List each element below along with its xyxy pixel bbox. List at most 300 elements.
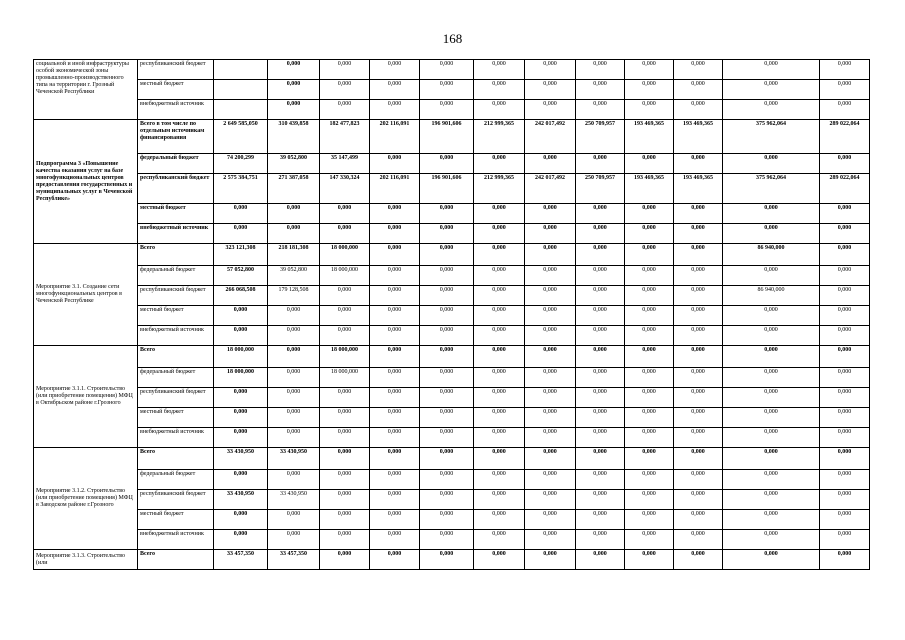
activity-name: Мероприятие 3.1.3. Строительство (или: [34, 550, 138, 570]
amount-cell: 0,000: [420, 286, 474, 306]
amount-cell: 0,000: [474, 306, 525, 326]
amount-cell: 0,000: [723, 428, 820, 448]
amount-cell: 0,000: [625, 368, 674, 388]
amount-cell: 0,000: [674, 550, 723, 570]
amount-cell: 147 330,324: [320, 174, 370, 204]
amount-cell: 18 000,000: [214, 368, 268, 388]
table-row: [34, 368, 870, 388]
amount-cell: 0,000: [820, 408, 870, 428]
amount-cell: 0,000: [576, 388, 625, 408]
amount-cell: 0,000: [320, 490, 370, 510]
amount-cell: 0,000: [576, 510, 625, 530]
amount-cell: 0,000: [420, 224, 474, 244]
amount-cell: 18 000,000: [320, 244, 370, 266]
amount-cell: 0,000: [525, 408, 576, 428]
amount-cell: 0,000: [820, 510, 870, 530]
table-row: [34, 448, 870, 470]
activity-name: Мероприятие 3.1.2. Строительство (или приобретение помещения) МФЦ в Заводском районе г.Грозного: [34, 448, 138, 550]
amount-cell: 0,000: [576, 204, 625, 224]
amount-cell: 86 940,000: [723, 244, 820, 266]
amount-cell: 0,000: [674, 60, 723, 80]
amount-cell: 0,000: [370, 306, 420, 326]
amount-cell: 0,000: [820, 448, 870, 470]
amount-cell: 18 000,000: [320, 368, 370, 388]
amount-cell: 0,000: [320, 448, 370, 470]
amount-cell: 218 181,308: [268, 244, 320, 266]
amount-cell: 0,000: [674, 490, 723, 510]
amount-cell: 0,000: [320, 428, 370, 448]
amount-cell: 33 430,950: [214, 448, 268, 470]
amount-cell: 0,000: [420, 204, 474, 224]
amount-cell: 0,000: [625, 388, 674, 408]
amount-cell: 18 000,000: [214, 346, 268, 368]
table-row: [34, 286, 870, 306]
amount-cell: 0,000: [474, 470, 525, 490]
amount-cell: 0,000: [214, 388, 268, 408]
amount-cell: 0,000: [674, 244, 723, 266]
amount-cell: 0,000: [723, 408, 820, 428]
amount-cell: 0,000: [723, 550, 820, 570]
amount-cell: 57 052,800: [214, 266, 268, 286]
amount-cell: 0,000: [625, 306, 674, 326]
amount-cell: 0,000: [576, 80, 625, 100]
table-row: [34, 100, 870, 120]
amount-cell: 0,000: [370, 266, 420, 286]
amount-cell: 196 901,606: [420, 120, 474, 154]
funding-source: внебюджетный источник: [138, 428, 214, 448]
amount-cell: 0,000: [674, 388, 723, 408]
amount-cell: 0,000: [370, 224, 420, 244]
amount-cell: 18 000,000: [320, 346, 370, 368]
amount-cell: 0,000: [320, 286, 370, 306]
amount-cell: 0,000: [474, 550, 525, 570]
amount-cell: 0,000: [674, 224, 723, 244]
amount-cell: 0,000: [525, 448, 576, 470]
amount-cell: 0,000: [723, 388, 820, 408]
amount-cell: [214, 60, 268, 80]
amount-cell: 0,000: [674, 428, 723, 448]
amount-cell: 0,000: [268, 204, 320, 224]
amount-cell: 0,000: [214, 530, 268, 550]
funding-source: Всего: [138, 550, 214, 570]
amount-cell: 0,000: [576, 100, 625, 120]
amount-cell: 0,000: [525, 368, 576, 388]
table-row: [34, 490, 870, 510]
amount-cell: 0,000: [320, 510, 370, 530]
amount-cell: 0,000: [525, 60, 576, 80]
amount-cell: 0,000: [268, 306, 320, 326]
amount-cell: 0,000: [370, 428, 420, 448]
amount-cell: 0,000: [576, 60, 625, 80]
amount-cell: 0,000: [474, 346, 525, 368]
amount-cell: 0,000: [214, 470, 268, 490]
amount-cell: 0,000: [268, 346, 320, 368]
amount-cell: 0,000: [320, 224, 370, 244]
amount-cell: 0,000: [268, 470, 320, 490]
amount-cell: 0,000: [370, 204, 420, 224]
amount-cell: 182 477,823: [320, 120, 370, 154]
amount-cell: 0,000: [674, 346, 723, 368]
amount-cell: 0,000: [723, 470, 820, 490]
amount-cell: 0,000: [525, 470, 576, 490]
amount-cell: 0,000: [820, 490, 870, 510]
amount-cell: 0,000: [268, 408, 320, 428]
amount-cell: 0,000: [525, 286, 576, 306]
amount-cell: 0,000: [723, 100, 820, 120]
amount-cell: [214, 80, 268, 100]
amount-cell: 0,000: [474, 244, 525, 266]
amount-cell: 0,000: [674, 100, 723, 120]
amount-cell: 242 017,492: [525, 174, 576, 204]
amount-cell: 0,000: [625, 510, 674, 530]
amount-cell: 0,000: [674, 286, 723, 306]
funding-source: Всего в том числе по отдельным источникам финансирования: [138, 120, 214, 154]
amount-cell: 0,000: [576, 346, 625, 368]
amount-cell: 0,000: [370, 490, 420, 510]
amount-cell: 2 649 585,050: [214, 120, 268, 154]
amount-cell: 0,000: [370, 60, 420, 80]
amount-cell: 0,000: [474, 368, 525, 388]
amount-cell: 0,000: [525, 388, 576, 408]
amount-cell: 0,000: [625, 204, 674, 224]
amount-cell: 0,000: [723, 510, 820, 530]
amount-cell: 0,000: [625, 448, 674, 470]
activity-name: Мероприятие 3.1.1. Строительство (или приобретение помещения) МФЦ в Октябрьском районе г.Грозного: [34, 346, 138, 448]
table-row: [34, 530, 870, 550]
amount-cell: 0,000: [625, 80, 674, 100]
amount-cell: 0,000: [474, 448, 525, 470]
amount-cell: 0,000: [420, 154, 474, 174]
amount-cell: 33 430,950: [268, 490, 320, 510]
amount-cell: 0,000: [370, 448, 420, 470]
amount-cell: 0,000: [320, 80, 370, 100]
activity-name: Подпрограмма 3 «Повышение качества оказания услуг на базе многофункциональных центров предоставления государственных и муниципальных услуг в Чеченской Республике»: [34, 120, 138, 244]
amount-cell: 0,000: [674, 266, 723, 286]
amount-cell: 0,000: [576, 408, 625, 428]
amount-cell: 0,000: [576, 550, 625, 570]
amount-cell: 0,000: [420, 60, 474, 80]
amount-cell: 289 022,064: [820, 174, 870, 204]
amount-cell: 0,000: [214, 326, 268, 346]
page-number: 168: [442, 31, 463, 46]
amount-cell: 0,000: [370, 510, 420, 530]
funding-source: федеральный бюджет: [138, 470, 214, 490]
amount-cell: 0,000: [525, 224, 576, 244]
amount-cell: 33 430,950: [268, 448, 320, 470]
amount-cell: 0,000: [576, 266, 625, 286]
amount-cell: 0,000: [674, 154, 723, 174]
amount-cell: 375 962,064: [723, 174, 820, 204]
activity-name: Мероприятие 3.1. Создание сети многофункциональных центров в Чеченской Республике: [34, 244, 138, 346]
amount-cell: 0,000: [820, 346, 870, 368]
amount-cell: 202 116,091: [370, 120, 420, 154]
table-row: [34, 204, 870, 224]
amount-cell: 0,000: [268, 510, 320, 530]
funding-source: местный бюджет: [138, 204, 214, 224]
amount-cell: 0,000: [674, 204, 723, 224]
amount-cell: 0,000: [525, 530, 576, 550]
amount-cell: 0,000: [820, 550, 870, 570]
amount-cell: 0,000: [525, 80, 576, 100]
amount-cell: 0,000: [674, 408, 723, 428]
amount-cell: 0,000: [820, 530, 870, 550]
amount-cell: 0,000: [370, 100, 420, 120]
funding-source: федеральный бюджет: [138, 266, 214, 286]
amount-cell: 266 068,508: [214, 286, 268, 306]
amount-cell: 0,000: [214, 204, 268, 224]
amount-cell: 0,000: [723, 306, 820, 326]
amount-cell: 0,000: [420, 490, 474, 510]
amount-cell: 0,000: [820, 470, 870, 490]
amount-cell: 0,000: [320, 60, 370, 80]
amount-cell: 0,000: [370, 80, 420, 100]
amount-cell: 0,000: [268, 100, 320, 120]
amount-cell: 375 962,064: [723, 120, 820, 154]
table-row: [34, 244, 870, 266]
amount-cell: 0,000: [625, 286, 674, 306]
amount-cell: 0,000: [625, 100, 674, 120]
amount-cell: 0,000: [625, 266, 674, 286]
amount-cell: 86 940,000: [723, 286, 820, 306]
amount-cell: 0,000: [370, 244, 420, 266]
amount-cell: 0,000: [268, 530, 320, 550]
amount-cell: 0,000: [525, 326, 576, 346]
amount-cell: 0,000: [625, 224, 674, 244]
amount-cell: 0,000: [214, 408, 268, 428]
amount-cell: 0,000: [525, 100, 576, 120]
amount-cell: 0,000: [268, 368, 320, 388]
funding-source: республиканский бюджет: [138, 174, 214, 204]
amount-cell: 0,000: [723, 266, 820, 286]
amount-cell: 0,000: [576, 530, 625, 550]
funding-source: республиканский бюджет: [138, 388, 214, 408]
table-row: [34, 550, 870, 570]
amount-cell: 0,000: [268, 224, 320, 244]
amount-cell: 0,000: [820, 80, 870, 100]
amount-cell: 0,000: [370, 326, 420, 346]
amount-cell: 0,000: [370, 470, 420, 490]
amount-cell: 0,000: [576, 448, 625, 470]
amount-cell: 0,000: [268, 326, 320, 346]
amount-cell: 0,000: [420, 550, 474, 570]
amount-cell: 0,000: [474, 428, 525, 448]
amount-cell: 193 469,365: [625, 120, 674, 154]
amount-cell: 0,000: [474, 530, 525, 550]
table-row: [34, 174, 870, 204]
funding-source: местный бюджет: [138, 510, 214, 530]
amount-cell: 0,000: [820, 154, 870, 174]
amount-cell: 0,000: [214, 510, 268, 530]
amount-cell: 0,000: [723, 368, 820, 388]
amount-cell: 0,000: [674, 448, 723, 470]
amount-cell: 0,000: [525, 266, 576, 286]
amount-cell: 310 439,858: [268, 120, 320, 154]
amount-cell: 0,000: [820, 326, 870, 346]
amount-cell: 0,000: [625, 408, 674, 428]
amount-cell: 0,000: [820, 204, 870, 224]
amount-cell: 0,000: [474, 490, 525, 510]
amount-cell: 0,000: [625, 550, 674, 570]
amount-cell: 0,000: [723, 204, 820, 224]
amount-cell: 0,000: [625, 154, 674, 174]
budget-table: [33, 59, 870, 570]
amount-cell: 0,000: [576, 154, 625, 174]
amount-cell: 0,000: [525, 490, 576, 510]
amount-cell: 193 469,365: [674, 120, 723, 154]
amount-cell: 35 147,499: [320, 154, 370, 174]
amount-cell: 39 052,800: [268, 154, 320, 174]
funding-source: республиканский бюджет: [138, 286, 214, 306]
amount-cell: 0,000: [320, 408, 370, 428]
amount-cell: 0,000: [420, 368, 474, 388]
amount-cell: 0,000: [420, 510, 474, 530]
amount-cell: 0,000: [370, 408, 420, 428]
amount-cell: 0,000: [268, 60, 320, 80]
amount-cell: 0,000: [370, 388, 420, 408]
funding-source: местный бюджет: [138, 306, 214, 326]
amount-cell: 0,000: [820, 100, 870, 120]
amount-cell: 0,000: [420, 306, 474, 326]
amount-cell: 0,000: [820, 306, 870, 326]
table-body: [34, 60, 870, 570]
amount-cell: 33 457,350: [214, 550, 268, 570]
amount-cell: 0,000: [820, 60, 870, 80]
amount-cell: 196 901,606: [420, 174, 474, 204]
table-row: [34, 154, 870, 174]
amount-cell: 0,000: [525, 550, 576, 570]
funding-source: федеральный бюджет: [138, 368, 214, 388]
amount-cell: 0,000: [474, 388, 525, 408]
amount-cell: 0,000: [674, 530, 723, 550]
table-row: [34, 266, 870, 286]
table-row: [34, 224, 870, 244]
amount-cell: 289 022,064: [820, 120, 870, 154]
amount-cell: 0,000: [420, 100, 474, 120]
amount-cell: 0,000: [370, 346, 420, 368]
amount-cell: 0,000: [420, 408, 474, 428]
amount-cell: 202 116,091: [370, 174, 420, 204]
amount-cell: 0,000: [370, 368, 420, 388]
amount-cell: 0,000: [625, 470, 674, 490]
table-row: [34, 388, 870, 408]
amount-cell: 0,000: [214, 428, 268, 448]
amount-cell: 2 575 384,751: [214, 174, 268, 204]
amount-cell: 0,000: [320, 550, 370, 570]
amount-cell: 0,000: [576, 490, 625, 510]
amount-cell: 0,000: [474, 154, 525, 174]
amount-cell: 0,000: [723, 60, 820, 80]
amount-cell: 0,000: [723, 154, 820, 174]
amount-cell: 323 121,308: [214, 244, 268, 266]
amount-cell: 0,000: [320, 530, 370, 550]
table-row: [34, 428, 870, 448]
funding-source: внебюджетный источник: [138, 224, 214, 244]
amount-cell: 0,000: [474, 266, 525, 286]
funding-source: республиканский бюджет: [138, 490, 214, 510]
amount-cell: 0,000: [723, 80, 820, 100]
amount-cell: 74 200,299: [214, 154, 268, 174]
funding-source: местный бюджет: [138, 80, 214, 100]
amount-cell: 0,000: [674, 470, 723, 490]
amount-cell: 0,000: [525, 204, 576, 224]
amount-cell: 193 469,365: [625, 174, 674, 204]
amount-cell: 0,000: [420, 428, 474, 448]
table-row: [34, 80, 870, 100]
amount-cell: 0,000: [268, 80, 320, 100]
amount-cell: 0,000: [576, 306, 625, 326]
amount-cell: 179 128,508: [268, 286, 320, 306]
amount-cell: 0,000: [420, 326, 474, 346]
table-row: [34, 346, 870, 368]
amount-cell: 0,000: [474, 408, 525, 428]
amount-cell: 0,000: [474, 204, 525, 224]
amount-cell: 0,000: [320, 306, 370, 326]
amount-cell: 0,000: [674, 326, 723, 346]
amount-cell: 0,000: [474, 286, 525, 306]
amount-cell: 0,000: [320, 100, 370, 120]
amount-cell: 0,000: [420, 244, 474, 266]
amount-cell: 0,000: [674, 368, 723, 388]
table-row: [34, 60, 870, 80]
amount-cell: 0,000: [370, 286, 420, 306]
amount-cell: 0,000: [674, 80, 723, 100]
amount-cell: 0,000: [576, 470, 625, 490]
amount-cell: 0,000: [820, 266, 870, 286]
amount-cell: 0,000: [214, 306, 268, 326]
amount-cell: 0,000: [674, 510, 723, 530]
amount-cell: 271 387,058: [268, 174, 320, 204]
amount-cell: 0,000: [674, 306, 723, 326]
amount-cell: 0,000: [525, 428, 576, 448]
amount-cell: 0,000: [625, 490, 674, 510]
amount-cell: 0,000: [320, 326, 370, 346]
activity-name: социальной и иной инфраструктуры особой экономической зоны промышленно-производственного типа на территории г. Грозный Чеченской Республики: [34, 60, 138, 120]
amount-cell: 0,000: [820, 368, 870, 388]
amount-cell: 0,000: [474, 100, 525, 120]
table-row: [34, 470, 870, 490]
amount-cell: 0,000: [576, 244, 625, 266]
amount-cell: 0,000: [370, 154, 420, 174]
amount-cell: 0,000: [820, 428, 870, 448]
amount-cell: 0,000: [820, 224, 870, 244]
amount-cell: 0,000: [625, 530, 674, 550]
amount-cell: 33 430,950: [214, 490, 268, 510]
table-row: [34, 408, 870, 428]
funding-source: местный бюджет: [138, 408, 214, 428]
amount-cell: 0,000: [320, 470, 370, 490]
amount-cell: 250 709,957: [576, 120, 625, 154]
amount-cell: 0,000: [268, 428, 320, 448]
table-row: [34, 306, 870, 326]
amount-cell: 0,000: [625, 346, 674, 368]
amount-cell: 0,000: [625, 60, 674, 80]
amount-cell: 250 709,957: [576, 174, 625, 204]
amount-cell: 18 000,000: [320, 266, 370, 286]
amount-cell: 0,000: [576, 368, 625, 388]
funding-source: внебюджетный источник: [138, 100, 214, 120]
table-row: [34, 510, 870, 530]
amount-cell: 0,000: [420, 388, 474, 408]
funding-source: федеральный бюджет: [138, 154, 214, 174]
amount-cell: 0,000: [474, 326, 525, 346]
funding-source: Всего: [138, 346, 214, 368]
funding-source: внебюджетный источник: [138, 530, 214, 550]
amount-cell: 0,000: [576, 326, 625, 346]
table-row: [34, 326, 870, 346]
amount-cell: 0,000: [723, 224, 820, 244]
amount-cell: 0,000: [576, 428, 625, 448]
amount-cell: 0,000: [525, 244, 576, 266]
